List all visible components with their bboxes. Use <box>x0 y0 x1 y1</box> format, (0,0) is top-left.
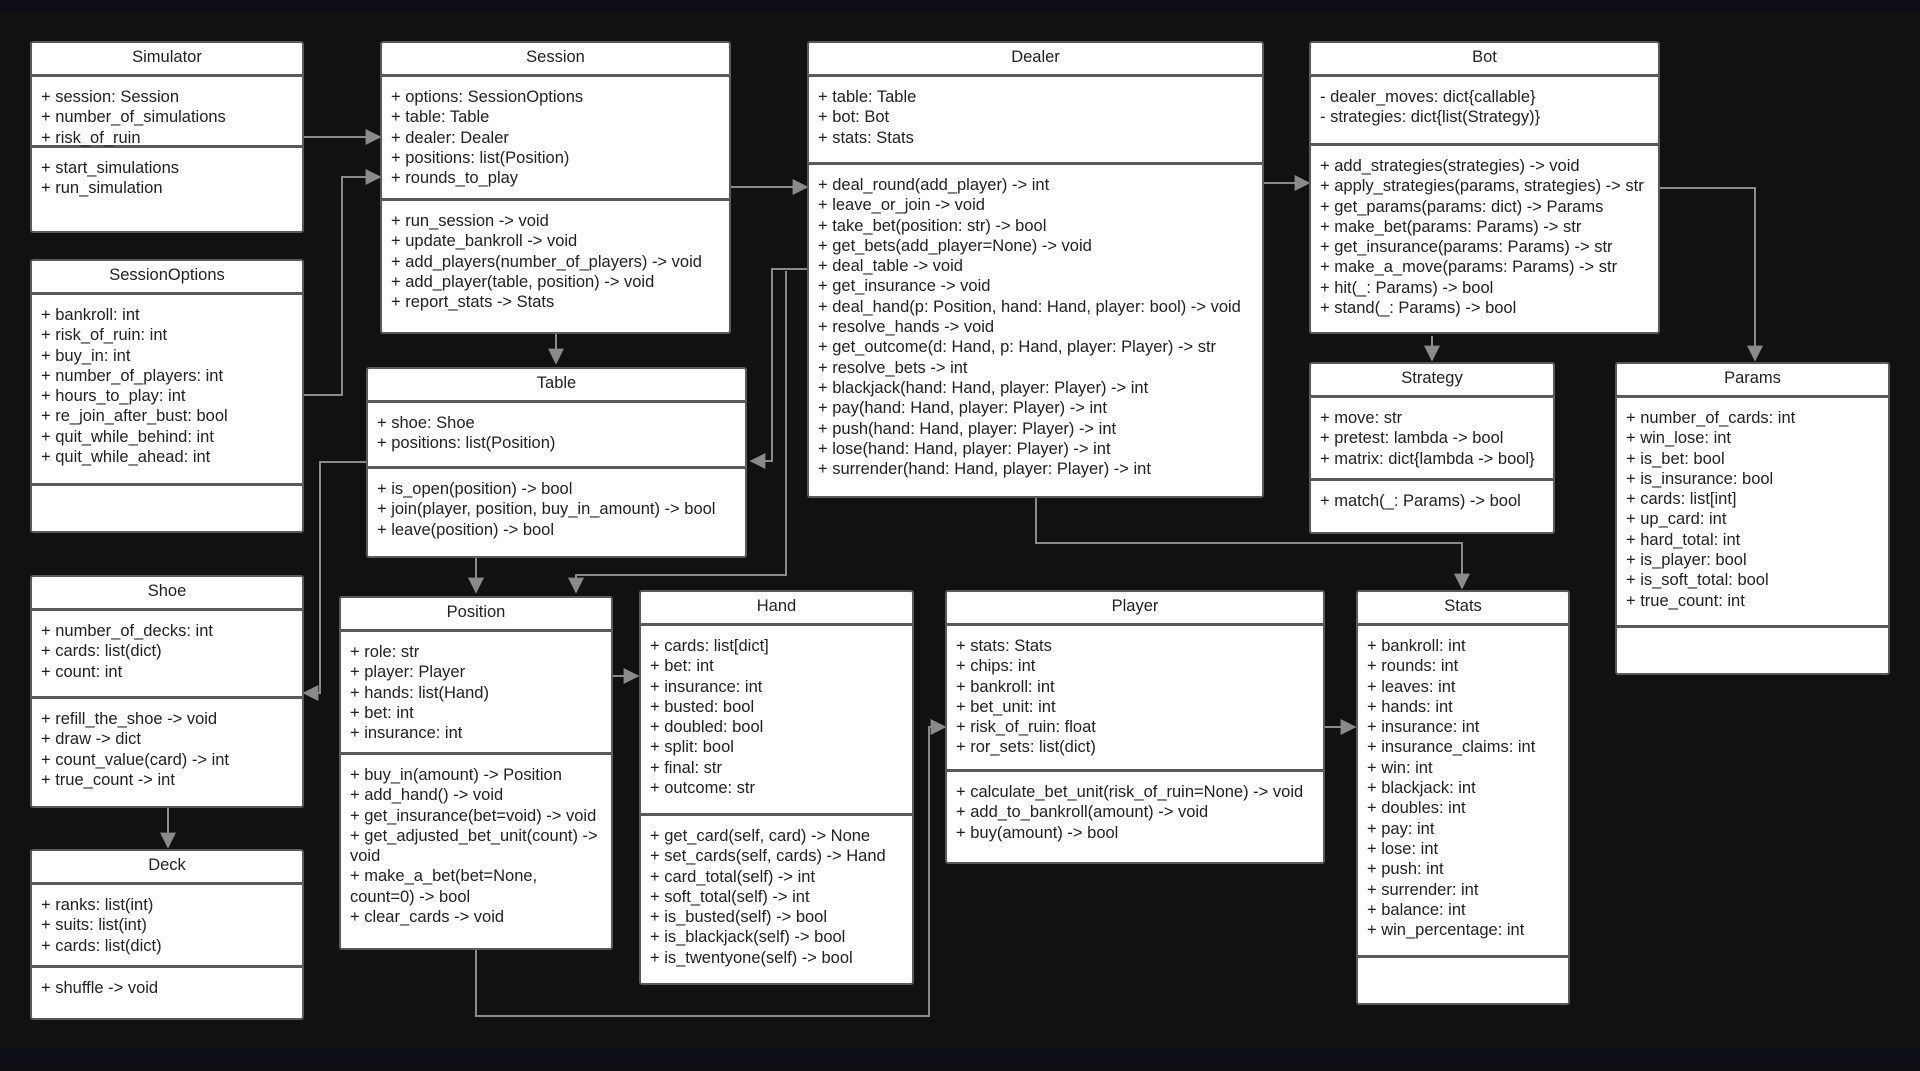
method-line: + count_value(card) -> int <box>41 750 230 769</box>
method-line: + take_bet(position: str) -> bool <box>818 216 1047 235</box>
attribute-line: + doubled: bool <box>650 718 764 737</box>
attribute-line: + positions: list(Position) <box>377 434 556 453</box>
class-box-shoe[interactable] <box>30 575 304 808</box>
attribute-line: + is_player: bool <box>1626 551 1747 570</box>
method-line: + lose(hand: Hand, player: Player) -> int <box>818 439 1111 458</box>
attribute-line: + risk_of_ruin: float <box>956 718 1096 737</box>
method-line: + report_stats -> Stats <box>391 293 555 312</box>
attribute-line: + is_bet: bool <box>1626 449 1725 468</box>
attributes-section <box>947 626 1323 772</box>
attribute-line: + player: Player <box>350 663 466 682</box>
class-box-deck[interactable] <box>30 849 304 1020</box>
method-line: + add_strategies(strategies) -> void <box>1320 157 1580 175</box>
attribute-line: + insurance: int <box>1367 718 1480 737</box>
method-line: + deal_round(add_player) -> int <box>818 176 1050 194</box>
attribute-line: + bankroll: int <box>41 306 140 324</box>
class-box-position[interactable] <box>339 596 613 950</box>
method-line: + leave(position) -> bool <box>377 520 555 539</box>
attributes-section <box>32 295 302 486</box>
class-name: Dealer <box>809 43 1262 77</box>
attribute-line: + table: Table <box>818 88 917 106</box>
method-line: + refill_the_shoe -> void <box>41 710 218 728</box>
attribute-line: + dealer: Dealer <box>391 128 509 147</box>
class-name: Session <box>382 43 729 77</box>
attribute-line: + hands: int <box>1367 697 1453 716</box>
attributes-section <box>368 403 745 469</box>
attribute-line: + doubles: int <box>1367 799 1466 818</box>
method-line: + resolve_hands -> void <box>818 318 995 337</box>
method-line: + is_open(position) -> bool <box>377 480 573 498</box>
attribute-line: + final: str <box>650 758 722 777</box>
class-box-player[interactable] <box>945 590 1325 864</box>
class-box-simulator[interactable] <box>30 41 304 233</box>
attributes-section <box>641 626 912 816</box>
attribute-line: + chips: int <box>956 657 1036 676</box>
method-line: + calculate_bet_unit(risk_of_ruin=None) -> void <box>956 783 1304 801</box>
attribute-line: + re_join_after_bust: bool <box>41 407 228 426</box>
method-line: + draw -> dict <box>41 730 141 749</box>
attribute-line: + is_insurance: bool <box>1626 469 1774 488</box>
attribute-line: + bet: int <box>350 703 414 722</box>
attribute-line: + split: bool <box>650 738 734 757</box>
method-line: + blackjack(hand: Hand, player: Player) -> int <box>818 378 1149 397</box>
methods-section <box>341 755 611 938</box>
method-line: + run_session -> void <box>391 212 549 230</box>
attributes-section <box>32 77 302 148</box>
attribute-line: + matrix: dict{lambda -> bool} <box>1320 449 1535 468</box>
class-name: Stats <box>1358 592 1568 626</box>
method-line: + get_insurance -> void <box>818 277 991 296</box>
class-box-strategy[interactable] <box>1309 362 1555 534</box>
attribute-line: + options: SessionOptions <box>391 88 584 106</box>
method-line: + match(_: Params) -> bool <box>1320 492 1521 510</box>
attribute-line: + outcome: str <box>650 779 756 798</box>
class-name: Strategy <box>1311 364 1553 398</box>
method-line: + add_player(table, position) -> void <box>391 272 655 291</box>
attribute-line: + shoe: Shoe <box>377 414 475 432</box>
method-line: + run_simulation <box>41 179 163 198</box>
attribute-line: + hard_total: int <box>1626 530 1741 549</box>
methods-section <box>947 772 1323 853</box>
attribute-line: + buy_in: int <box>41 346 131 365</box>
method-line: + get_insurance(bet=void) -> void <box>350 806 597 825</box>
method-line: + get_card(self, card) -> None <box>650 827 871 845</box>
attribute-line: + count: int <box>41 662 123 681</box>
attribute-line: + up_card: int <box>1626 510 1727 529</box>
method-line: + add_players(number_of_players) -> void <box>391 252 702 271</box>
class-box-hand[interactable] <box>639 590 914 985</box>
method-line: + get_params(params: dict) -> Params <box>1320 197 1604 216</box>
method-line: + hit(_: Params) -> bool <box>1320 278 1494 297</box>
attribute-line: + ranks: list(int) <box>41 896 154 914</box>
methods-section <box>1358 958 1568 994</box>
class-box-params[interactable] <box>1615 362 1890 675</box>
methods-section <box>382 201 729 322</box>
attribute-line: + push: int <box>1367 860 1444 879</box>
attribute-line: + number_of_simulations <box>41 108 226 127</box>
method-line: + card_total(self) -> int <box>650 867 816 886</box>
attribute-line: + lose: int <box>1367 839 1439 858</box>
method-line: + clear_cards -> void <box>350 908 505 927</box>
attribute-line: + bankroll: int <box>956 677 1055 696</box>
attribute-line: + cards: list[int] <box>1626 490 1737 509</box>
class-name: Params <box>1617 364 1888 398</box>
attribute-line: + bot: Bot <box>818 108 890 127</box>
attributes-section <box>809 77 1262 165</box>
attributes-section <box>341 632 611 755</box>
methods-section <box>368 469 745 548</box>
attribute-line: + pay: int <box>1367 819 1435 838</box>
method-line: + soft_total(self) -> int <box>650 887 810 906</box>
attribute-line: + insurance_claims: int <box>1367 738 1536 757</box>
methods-section <box>1311 481 1553 524</box>
attribute-line: + win_percentage: int <box>1367 921 1525 940</box>
method-line: + push(hand: Hand, player: Player) -> int <box>818 419 1117 438</box>
attribute-line: + blackjack: int <box>1367 779 1476 798</box>
method-line: + apply_strategies(params, strategies) -> str <box>1320 177 1644 196</box>
attribute-line: + cards: list[dict] <box>650 637 769 655</box>
method-line: + leave_or_join -> void <box>818 196 985 215</box>
attributes-section <box>1358 626 1568 958</box>
attribute-line: + stats: Stats <box>818 128 914 147</box>
attribute-line: + rounds_to_play <box>391 169 519 188</box>
attribute-line: + is_soft_total: bool <box>1626 571 1769 590</box>
method-line: + is_busted(self) -> bool <box>650 908 828 927</box>
method-line: + add_hand() -> void <box>350 786 504 805</box>
method-line: + start_simulations <box>41 159 180 177</box>
method-line: + deal_hand(p: Position, hand: Hand, player: bool) -> void <box>818 297 1241 316</box>
attribute-line: + risk_of_ruin: int <box>41 326 168 345</box>
attribute-line: + balance: int <box>1367 900 1466 919</box>
methods-section <box>809 165 1262 488</box>
class-box-table[interactable] <box>366 367 747 558</box>
attribute-line: - strategies: dict{list(Strategy)} <box>1320 108 1541 127</box>
attribute-line: + busted: bool <box>650 697 755 716</box>
attribute-line: + role: str <box>350 643 420 661</box>
attribute-line: + quit_while_ahead: int <box>41 448 211 467</box>
class-name: Position <box>341 598 611 632</box>
methods-section <box>32 699 302 799</box>
method-line: + surrender(hand: Hand, player: Player) -> int <box>818 460 1151 479</box>
method-line: + deal_table -> void <box>818 257 963 276</box>
method-line: + buy(amount) -> bool <box>956 823 1119 842</box>
method-line: + make_a_bet(bet=None, count=0) -> bool <box>350 867 538 906</box>
class-name: Simulator <box>32 43 302 77</box>
class-name: Table <box>368 369 745 403</box>
attribute-line: + bet_unit: int <box>956 697 1056 716</box>
method-line: + shuffle -> void <box>41 979 159 997</box>
method-line: + stand(_: Params) -> bool <box>1320 299 1517 318</box>
methods-section <box>32 148 302 220</box>
method-line: + get_adjusted_bet_unit(count) -> void <box>350 826 598 866</box>
attribute-line: - dealer_moves: dict{callable} <box>1320 88 1536 106</box>
class-box-bot[interactable] <box>1309 41 1660 334</box>
attribute-line: + hands: list(Hand) <box>350 683 489 702</box>
attributes-section <box>1311 77 1658 146</box>
method-line: + true_count -> int <box>41 770 175 789</box>
attribute-line: + surrender: int <box>1367 880 1479 899</box>
class-box-dealer[interactable] <box>807 41 1264 498</box>
attributes-section <box>32 885 302 968</box>
attribute-line: + number_of_players: int <box>41 366 224 385</box>
attribute-line: + table: Table <box>391 108 490 127</box>
attribute-line: + risk_of_ruin <box>41 128 141 147</box>
class-name: Hand <box>641 592 912 626</box>
attribute-line: + number_of_decks: int <box>41 622 213 640</box>
method-line: + make_a_move(params: Params) -> str <box>1320 258 1618 277</box>
method-line: + make_bet(params: Params) -> str <box>1320 217 1582 236</box>
attribute-line: + session: Session <box>41 88 180 106</box>
attribute-line: + true_count: int <box>1626 591 1745 610</box>
class-name: Deck <box>32 851 302 885</box>
method-line: + buy_in(amount) -> Position <box>350 766 562 784</box>
method-line: + is_twentyone(self) -> bool <box>650 948 853 967</box>
method-line: + add_to_bankroll(amount) -> void <box>956 803 1209 822</box>
attribute-line: + leaves: int <box>1367 677 1456 696</box>
method-line: + update_bankroll -> void <box>391 232 578 251</box>
method-line: + join(player, position, buy_in_amount) -> bool <box>377 500 716 519</box>
attribute-line: + suits: list(int) <box>41 916 147 935</box>
attribute-line: + cards: list(dict) <box>41 642 162 661</box>
class-name: Player <box>947 592 1323 626</box>
method-line: + is_blackjack(self) -> bool <box>650 928 846 947</box>
methods-section <box>32 486 302 521</box>
method-line: + get_outcome(d: Hand, p: Hand, player: Player) -> str <box>818 338 1217 357</box>
attribute-line: + bet: int <box>650 657 714 676</box>
attribute-line: + stats: Stats <box>956 637 1052 655</box>
attribute-line: + quit_while_behind: int <box>41 427 214 446</box>
attributes-section <box>382 77 729 201</box>
method-line: + get_insurance(params: Params) -> str <box>1320 238 1613 257</box>
class-name: SessionOptions <box>32 261 302 295</box>
attributes-section <box>1617 398 1888 628</box>
class-box-session-options[interactable] <box>30 259 304 533</box>
method-line: + get_bets(add_player=None) -> void <box>818 236 1092 255</box>
methods-section <box>641 816 912 973</box>
attribute-line: + win: int <box>1367 758 1433 777</box>
methods-section <box>1311 146 1658 326</box>
attributes-section <box>1311 398 1553 481</box>
class-name: Shoe <box>32 577 302 611</box>
class-box-stats[interactable] <box>1356 590 1570 1005</box>
methods-section <box>32 968 302 1008</box>
attribute-line: + insurance: int <box>650 677 763 696</box>
attribute-line: + insurance: int <box>350 724 463 743</box>
attribute-line: + ror_sets: list(dict) <box>956 738 1096 757</box>
method-line: + pay(hand: Hand, player: Player) -> int <box>818 399 1107 418</box>
attribute-line: + move: str <box>1320 409 1403 427</box>
attribute-line: + positions: list(Position) <box>391 148 570 167</box>
attribute-line: + number_of_cards: int <box>1626 409 1796 427</box>
class-name: Bot <box>1311 43 1658 77</box>
attribute-line: + pretest: lambda -> bool <box>1320 429 1504 448</box>
method-line: + resolve_bets -> int <box>818 358 968 377</box>
attribute-line: + rounds: int <box>1367 657 1459 676</box>
class-box-session[interactable] <box>380 41 731 334</box>
method-line: + set_cards(self, cards) -> Hand <box>650 847 886 866</box>
attribute-line: + hours_to_play: int <box>41 387 186 406</box>
methods-section <box>1617 628 1888 665</box>
attributes-section <box>32 611 302 699</box>
attribute-line: + cards: list(dict) <box>41 936 162 955</box>
attribute-line: + bankroll: int <box>1367 637 1466 655</box>
attribute-line: + win_lose: int <box>1626 429 1732 448</box>
